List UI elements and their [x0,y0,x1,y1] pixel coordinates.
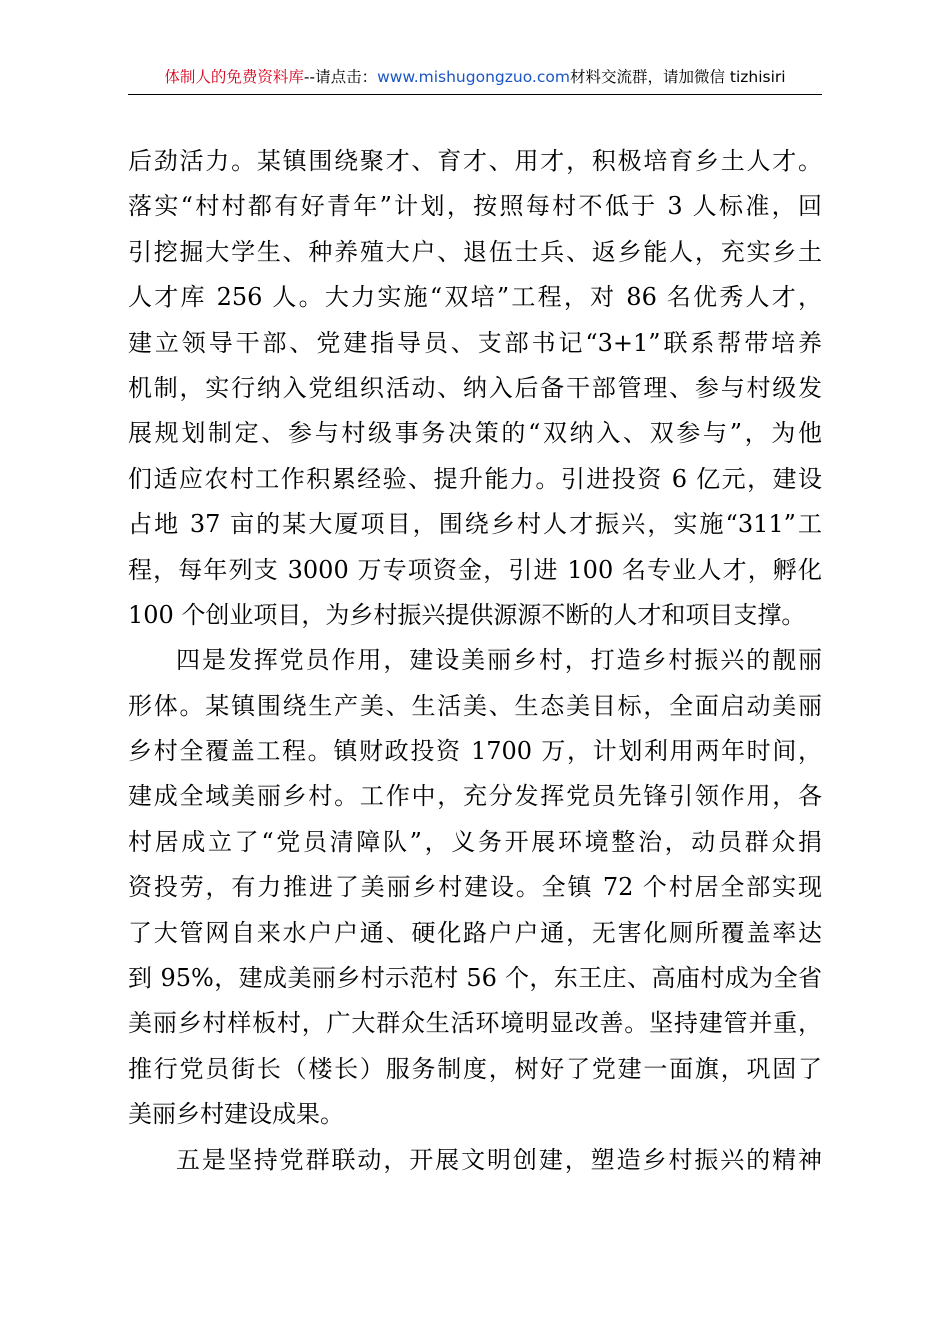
section-heading-line: 五是坚持党群联动，开展文明创建，塑造乡村振兴的精神 [176,1145,822,1174]
text-line: 资投劳，有力推进了美丽乡村建设。全镇 72 个村居全部实现 [128,873,822,902]
text-line: 占地 37 亩的某大厦项目，围绕乡村人才振兴，实施“311”工 [128,510,822,539]
text-line: 展规划制定、参与村级事务决策的“双纳入、双参与”，为他 [128,419,822,448]
text-line: 乡村全覆盖工程。镇财政投资 1700 万，计划利用两年时间， [128,737,822,766]
text-line: 引挖掘大学生、种养殖大户、退伍士兵、返乡能人，充实乡土 [128,237,822,266]
text-line: 形体。某镇围绕生产美、生活美、生态美目标，全面启动美丽 [128,691,822,720]
text-line: 落实“村村都有好青年”计划，按照每村不低于 3 人标准，回 [128,192,822,221]
text-line: 机制，实行纳入党组织活动、纳入后备干部管理、参与村级发 [128,373,822,402]
page-header [128,66,822,95]
header-click-prompt: --请点击： [303,68,378,86]
text-line: 村居成立了“党员清障队”，义务开展环境整治，动员群众捐 [128,827,822,856]
text-line: 后劲活力。某镇围绕聚才、育才、用才，积极培育乡土人才。 [128,147,822,175]
text-line: 美丽乡村建设成果。 [128,1100,344,1129]
text-line: 们适应农村工作积累经验、提升能力。引进投资 6 亿元，建设 [128,464,822,493]
text-line: 了大管网自来水户户通、硬化路户户通，无害化厕所覆盖率达 [128,918,822,947]
text-line: 程，每年列支 3000 万专项资金，引进 100 名专业人才，孵化 [128,555,822,584]
text-line: 100 个创业项目，为乡村振兴提供源源不断的人才和项目支撑。 [128,600,806,629]
header-site-name: 体制人的免费资料库 [164,68,304,86]
text-line: 人才库 256 人。大力实施“双培”工程，对 86 名优秀人才， [128,283,822,312]
text-line: 推行党员街长（楼长）服务制度，树好了党建一面旗，巩固了 [128,1054,822,1083]
text-line: 建立领导干部、党建指导员、支部书记“3+1”联系帮带培养 [128,328,822,357]
document-body [128,142,822,1186]
text-line: 到 95%，建成美丽乡村示范村 56 个，东王庄、高庙村成为全省 [128,964,822,993]
text-line: 建成全域美丽乡村。工作中，充分发挥党员先锋引领作用，各 [128,782,822,811]
header-link[interactable]: www.mishugongzuo.com [377,68,570,86]
text-line: 美丽乡村样板村，广大群众生活环境明显改善。坚持建管并重， [128,1009,822,1038]
header-wechat-note: 材料交流群，请加微信 tizhisiri [569,68,786,86]
section-heading-line: 四是发挥党员作用，建设美丽乡村，打造乡村振兴的靓丽 [176,646,822,675]
